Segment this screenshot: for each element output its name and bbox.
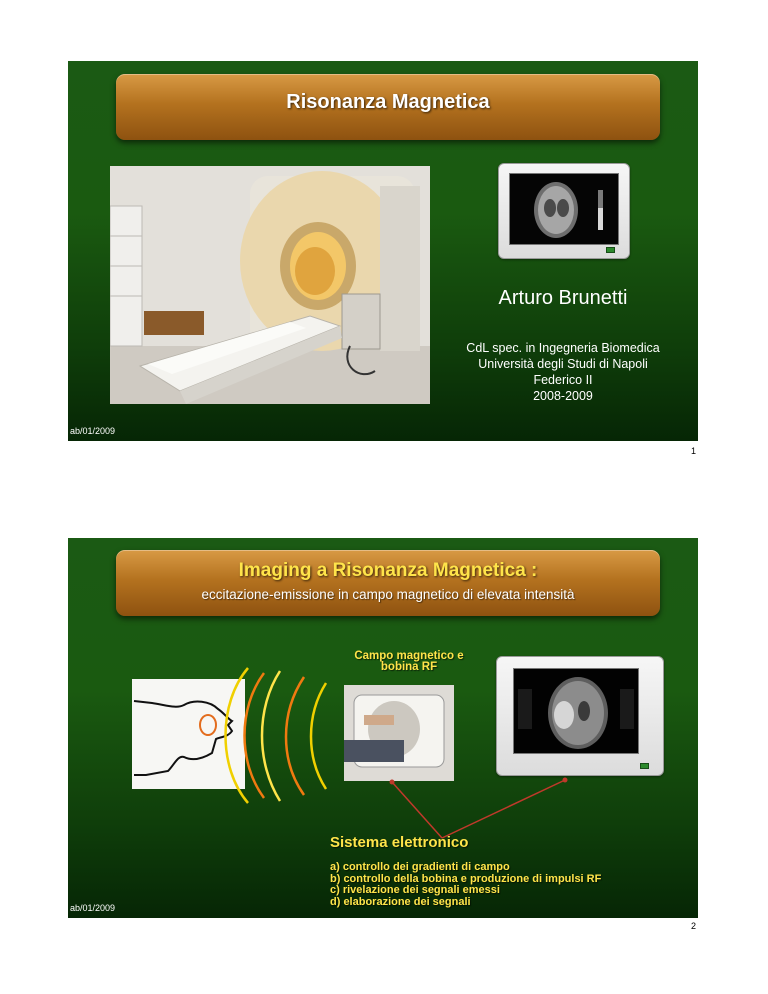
slide-footer-date: ab/01/2009 bbox=[70, 903, 116, 913]
slide-1 bbox=[68, 61, 698, 441]
slide-title: Risonanza Magnetica bbox=[286, 91, 490, 113]
slide-2 bbox=[68, 538, 698, 918]
slide-title-bar bbox=[116, 74, 660, 140]
electronic-system-label: Sistema elettronico bbox=[330, 834, 469, 851]
affiliation-line: CdL spec. in Ingegneria Biomedica bbox=[466, 341, 660, 355]
slide-title: Imaging a Risonanza Magnetica : bbox=[238, 560, 538, 581]
affiliation bbox=[418, 340, 698, 404]
list-item: b) controllo della bobina e produzione di impulsi RF bbox=[330, 872, 602, 885]
affiliation-line: 2008-2009 bbox=[533, 389, 593, 403]
functions-list bbox=[330, 862, 601, 908]
mri-scanner-photo bbox=[110, 166, 430, 404]
affiliation-line: Federico II bbox=[533, 373, 593, 387]
list-item: a) controllo dei gradienti di campo bbox=[330, 861, 510, 873]
slide-subtitle: eccitazione-emissione in campo magnetico di elevata intensità bbox=[201, 587, 575, 602]
coil-label-line: Campo magnetico e bbox=[354, 650, 464, 662]
list-item: d) elaborazione dei segnali bbox=[330, 895, 471, 908]
monitor-power-led bbox=[606, 247, 615, 253]
affiliation-line: Università degli Studi di Napoli bbox=[478, 357, 648, 371]
list-item: c) rivelazione dei segnali emessi bbox=[330, 884, 500, 896]
mri-scanner-illustration bbox=[110, 166, 430, 404]
page-number: 2 bbox=[690, 921, 696, 931]
coil-label-line: bobina RF bbox=[380, 661, 438, 673]
author-name: Arturo Brunetti bbox=[498, 287, 628, 309]
monitor-brain-scan bbox=[498, 163, 630, 259]
slide-footer-date: ab/01/2009 bbox=[70, 426, 116, 436]
page-number: 1 bbox=[690, 446, 696, 456]
brain-mri-image bbox=[510, 174, 618, 244]
